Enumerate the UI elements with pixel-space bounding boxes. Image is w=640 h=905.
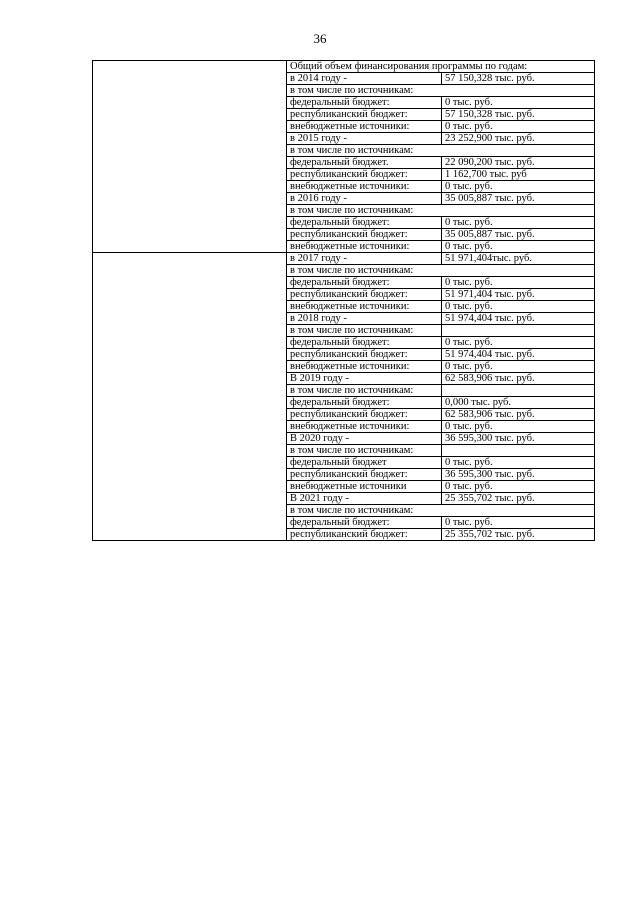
row-label: республиканский бюджет: <box>287 409 442 421</box>
row-label: федеральный бюджет: <box>287 97 442 109</box>
row-label: в том числе по источникам: <box>287 145 595 157</box>
row-value: 57 150,328 тыс. руб. <box>442 73 595 85</box>
row-value: 51 971,404 тыс. руб. <box>442 289 595 301</box>
table-header-row <box>93 61 595 73</box>
row-value: 35 005,887 тыс. руб. <box>442 229 595 241</box>
row-value: 0 тыс. руб. <box>442 517 595 529</box>
row-label: федеральный бюджет. <box>287 157 442 169</box>
row-label: внебюджетные источники: <box>287 361 442 373</box>
row-value: 0 тыс. руб. <box>442 361 595 373</box>
row-value: 0,000 тыс. руб. <box>442 397 595 409</box>
row-label: в том числе по источникам: <box>287 325 442 337</box>
row-label: внебюджетные источники: <box>287 181 442 193</box>
row-value: 0 тыс. руб. <box>442 277 595 289</box>
row-label: республиканский бюджет: <box>287 469 442 481</box>
row-value: 0 тыс. руб. <box>442 217 595 229</box>
row-value: 36 595,300 тыс. руб. <box>442 433 595 445</box>
row-label: республиканский бюджет: <box>287 169 442 181</box>
row-value: 22 090,200 тыс. руб. <box>442 157 595 169</box>
row-label: федеральный бюджет: <box>287 217 442 229</box>
row-value: 1 162,700 тыс. руб <box>442 169 595 181</box>
row-label: внебюджетные источники: <box>287 421 442 433</box>
row-value: 51 974,404 тыс. руб. <box>442 313 595 325</box>
row-label: республиканский бюджет: <box>287 289 442 301</box>
row-label: республиканский бюджет: <box>287 229 442 241</box>
page-number: 36 <box>313 31 327 46</box>
row-value: 25 355,702 тыс. руб. <box>442 493 595 505</box>
row-value: 51 974,404 тыс. руб. <box>442 349 595 361</box>
row-value: 0 тыс. руб. <box>442 301 595 313</box>
row-label: в 2018 году - <box>287 313 442 325</box>
row-label: в том числе по источникам: <box>287 505 595 517</box>
row-label: внебюджетные источники: <box>287 241 442 253</box>
row-value: 0 тыс. руб. <box>442 337 595 349</box>
row-label: федеральный бюджет: <box>287 337 442 349</box>
row-label: федеральный бюджет: <box>287 277 442 289</box>
row-label: в 2016 году - <box>287 193 442 205</box>
financing-header: Общий объем финансирования программы по годам: <box>287 61 595 73</box>
row-label: в 2015 году - <box>287 133 442 145</box>
row-label: федеральный бюджет: <box>287 397 442 409</box>
row-value: 35 005,887 тыс. руб. <box>442 193 595 205</box>
row-label: в том числе по источникам: <box>287 385 442 397</box>
row-value: 51 971,404тыс. руб. <box>442 253 595 265</box>
blank-cell <box>93 253 287 541</box>
row-label: внебюджетные источники: <box>287 301 442 313</box>
row-value <box>442 385 595 397</box>
row-value: 0 тыс. руб. <box>442 481 595 493</box>
row-label: в том числе по источникам: <box>287 85 595 97</box>
row-value: 62 583,906 тыс. руб. <box>442 409 595 421</box>
row-value: 0 тыс. руб. <box>442 181 595 193</box>
row-label: в 2017 году - <box>287 253 442 265</box>
row-label: В 2021 году - <box>287 493 442 505</box>
row-value: 0 тыс. руб. <box>442 421 595 433</box>
row-label: в том числе по источникам: <box>287 445 442 457</box>
row-value: 0 тыс. руб. <box>442 97 595 109</box>
row-value: 25 355,702 тыс. руб. <box>442 529 595 541</box>
row-label: В 2020 году - <box>287 433 442 445</box>
table-row <box>93 253 595 265</box>
row-value: 23 252,900 тыс. руб. <box>442 133 595 145</box>
row-label: федеральный бюджет: <box>287 517 442 529</box>
financing-table <box>92 60 595 541</box>
row-label: республиканский бюджет: <box>287 109 442 121</box>
row-label: В 2019 году - <box>287 373 442 385</box>
row-value <box>442 445 595 457</box>
row-value: 0 тыс. руб. <box>442 121 595 133</box>
row-label: республиканский бюджет: <box>287 349 442 361</box>
row-label: внебюджетные источники <box>287 481 442 493</box>
blank-cell <box>93 61 287 253</box>
row-value: 57 150,328 тыс. руб. <box>442 109 595 121</box>
row-label: в том числе по источникам: <box>287 265 595 277</box>
row-label: республиканский бюджет: <box>287 529 442 541</box>
row-label: в том числе по источникам: <box>287 205 595 217</box>
row-label: в 2014 году - <box>287 73 442 85</box>
row-value: 0 тыс. руб. <box>442 457 595 469</box>
row-value: 36 595,300 тыс. руб. <box>442 469 595 481</box>
row-value <box>442 325 595 337</box>
row-label: федеральный бюджет <box>287 457 442 469</box>
row-value: 62 583,906 тыс. руб. <box>442 373 595 385</box>
row-value: 0 тыс. руб. <box>442 241 595 253</box>
row-label: внебюджетные источники: <box>287 121 442 133</box>
